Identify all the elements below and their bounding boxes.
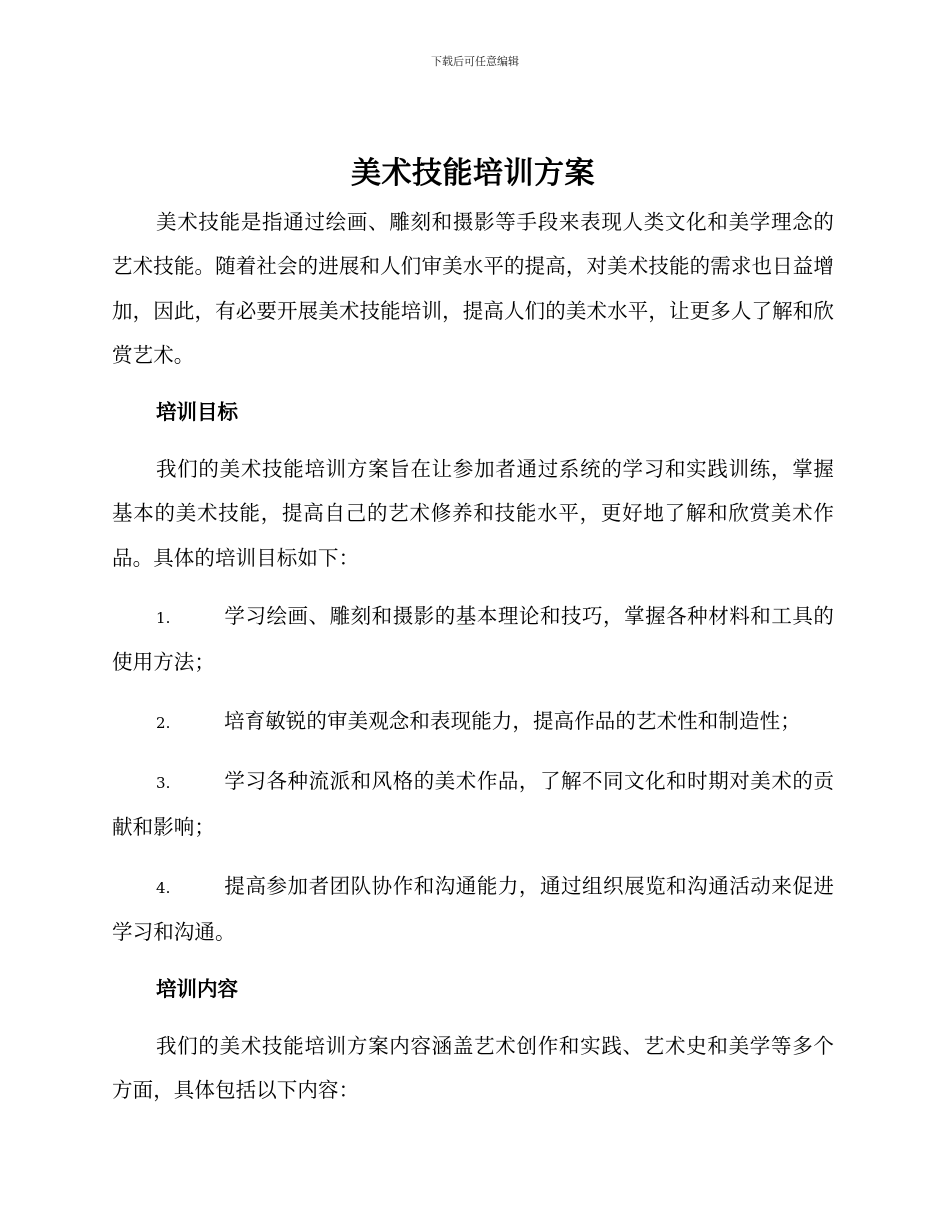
document-title: 美术技能培训方案 bbox=[351, 156, 595, 191]
section-heading-content: 培训内容 bbox=[156, 977, 238, 1002]
goal-list-item bbox=[112, 594, 834, 685]
intro-paragraph: 美术技能是指通过绘画、雕刻和摄影等手段来表现人类文化和美学理念的艺术技能。随着社会的进展和人们审美水平的提高，对美术技能的需求也日益增加，因此，有必要开展美术技能培训，提高人们的美术水平，让更多人了解和欣赏艺术。 bbox=[112, 210, 834, 367]
list-number: 2. bbox=[156, 713, 171, 732]
list-number: 4. bbox=[156, 878, 171, 897]
list-number: 3. bbox=[156, 773, 171, 792]
spacer bbox=[112, 1011, 834, 1024]
spacer bbox=[112, 685, 834, 699]
spacer bbox=[112, 377, 834, 390]
section-heading-goals: 培训目标 bbox=[156, 400, 238, 425]
list-number: 1. bbox=[156, 609, 171, 628]
spacer bbox=[112, 580, 834, 594]
goal-list-item bbox=[112, 699, 834, 745]
spacer bbox=[112, 850, 834, 864]
list-item-text: 培育敏锐的审美观念和表现能力，提高作品的艺术性和制造性； bbox=[224, 708, 801, 733]
spacer bbox=[112, 434, 834, 447]
spacer bbox=[112, 954, 834, 967]
list-item-text: 学习绘画、雕刻和摄影的基本理论和技巧，掌握各种材料和工具的使用方法； bbox=[112, 604, 834, 675]
content-intro-paragraph: 我们的美术技能培训方案内容涵盖艺术创作和实践、艺术史和美学等多个方面，具体包括以下内容： bbox=[112, 1034, 834, 1103]
spacer bbox=[112, 745, 834, 759]
document-body bbox=[112, 148, 834, 1113]
page-header-note: 下载后可任意编辑 bbox=[431, 55, 519, 68]
goal-list-item bbox=[112, 759, 834, 850]
list-item-text: 提高参加者团队协作和沟通能力，通过组织展览和沟通活动来促进学习和沟通。 bbox=[112, 873, 834, 944]
goals-intro-paragraph: 我们的美术技能培训方案旨在让参加者通过系统的学习和实践训练，掌握基本的美术技能，提高自己的艺术修养和技能水平，更好地了解和欣赏美术作品。具体的培训目标如下： bbox=[112, 457, 834, 570]
goal-list-item bbox=[112, 864, 834, 955]
list-item-text: 学习各种流派和风格的美术作品，了解不同文化和时期对美术的贡献和影响； bbox=[112, 768, 834, 840]
